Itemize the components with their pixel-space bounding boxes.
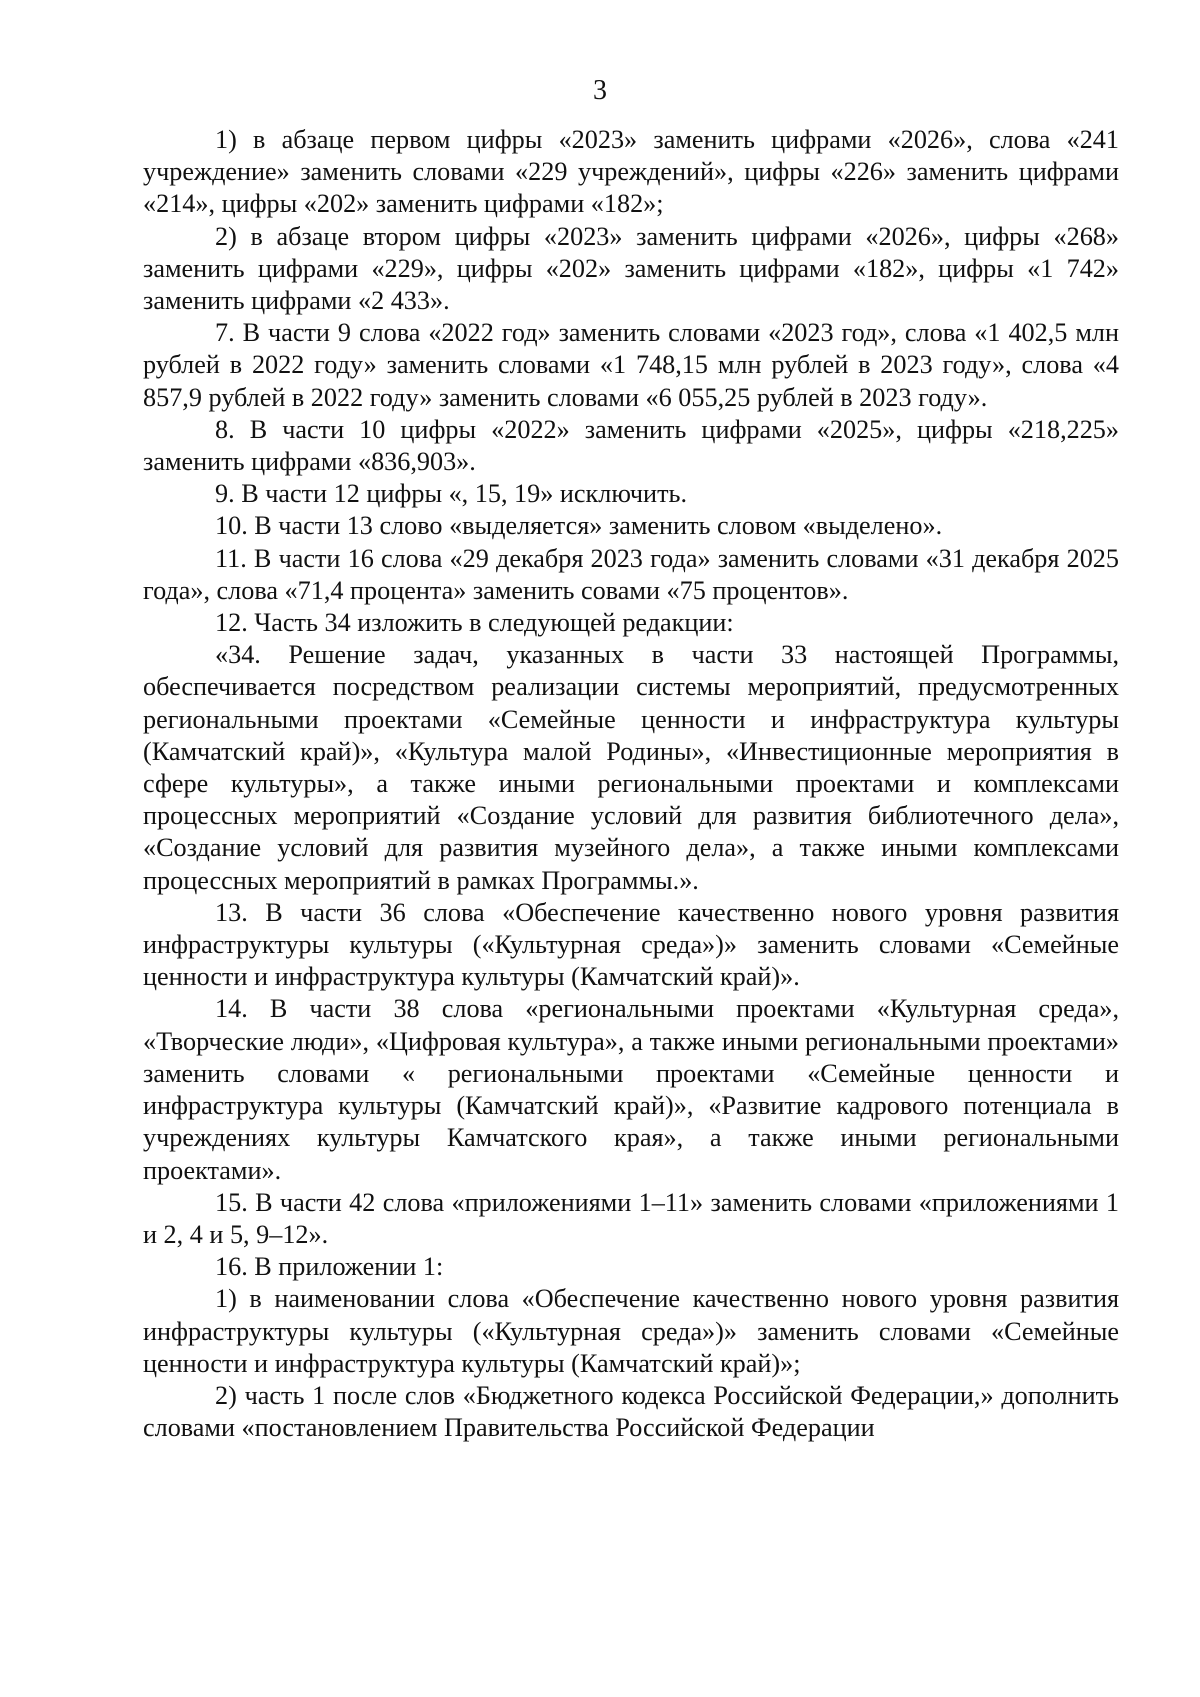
paragraph-13: 13. В части 36 слова «Обеспечение качественно нового уровня развития инфраструктуры культуры («Культурная среда»)» заменить словами «Семейные ценности и инфраструктура культуры (Камчатский край)». bbox=[143, 897, 1119, 992]
paragraph-item-1: 1) в абзаце первом цифры «2023» заменить цифрами «2026», слова «241 учреждение» заменить словами «229 учреждений», цифры «226» заменить цифрами «214», цифры «202» заменить цифрами «182»; bbox=[143, 125, 1119, 219]
paragraph-15: 15. В части 42 слова «приложениями 1–11» заменить словами «приложениями 1 и 2, 4 и 5, 9–12». bbox=[143, 1187, 1119, 1249]
paragraph-16-item-2: 2) часть 1 после слов «Бюджетного кодекса Российской Федерации,» дополнить словами «постановлением Правительства Российской Федерации bbox=[143, 1380, 1119, 1443]
paragraph-12: 12. Часть 34 изложить в следующей редакции: bbox=[215, 608, 734, 638]
paragraph-14: 14. В части 38 слова «региональными проектами «Культурная среда», «Творческие люди», «Цифровая культура», а также иными региональными проектами» заменить словами « региональными проектами «Семейные ценности и инфраструктура культуры (Камчатский край)», «Развитие кадрового потенциала в учреждениях культуры Камчатского края», а также иными региональными проектами». bbox=[143, 994, 1119, 1185]
paragraph-16: 16. В приложении 1: bbox=[215, 1252, 444, 1282]
document-body bbox=[143, 124, 1119, 1444]
paragraph-10: 10. В части 13 слово «выделяется» заменить словом «выделено». bbox=[215, 511, 943, 541]
paragraph-7: 7. В части 9 слова «2022 год» заменить словами «2023 год», слова «1 402,5 млн рублей в 2022 году» заменить словами «1 748,15 млн рублей в 2023 году», слова «4 857,9 рублей в 2022 году» заменить словами «6 055,25 рублей в 2023 году». bbox=[143, 318, 1119, 412]
paragraph-8: 8. В части 10 цифры «2022» заменить цифрами «2025», цифры «218,225» заменить цифрами «836,903». bbox=[143, 414, 1119, 477]
paragraph-9: 9. В части 12 цифры «, 15, 19» исключить. bbox=[215, 479, 688, 509]
page-number: 3 bbox=[593, 75, 607, 106]
paragraph-16-item-1: 1) в наименовании слова «Обеспечение качественно нового уровня развития инфраструктуры культуры («Культурная среда»)» заменить словами «Семейные ценности и инфраструктура культуры (Камчатский край)»; bbox=[143, 1284, 1119, 1378]
paragraph-quoted-34: «34. Решение задач, указанных в части 33 настоящей Программы, обеспечивается посредством реализации системы мероприятий, предусмотренных региональными проектами «Семейные ценности и инфраструктура культуры (Камчатский край)», «Культура малой Родины», «Инвестиционные мероприятия в сфере культуры», а также иными региональными проектами и комплексами процессных мероприятий «Создание условий для развития библиотечного дела», «Создание условий для развития музейного дела», а также иными комплексами процессных мероприятий в рамках Программы.». bbox=[143, 640, 1119, 895]
paragraph-11: 11. В части 16 слова «29 декабря 2023 года» заменить словами «31 декабря 2025 года», слова «71,4 процента» заменить совами «75 процентов». bbox=[143, 543, 1119, 605]
paragraph-item-2: 2) в абзаце втором цифры «2023» заменить цифрами «2026», цифры «268» заменить цифрами «229», цифры «202» заменить цифрами «182», цифры «1 742» заменить цифрами «2 433». bbox=[143, 221, 1119, 316]
